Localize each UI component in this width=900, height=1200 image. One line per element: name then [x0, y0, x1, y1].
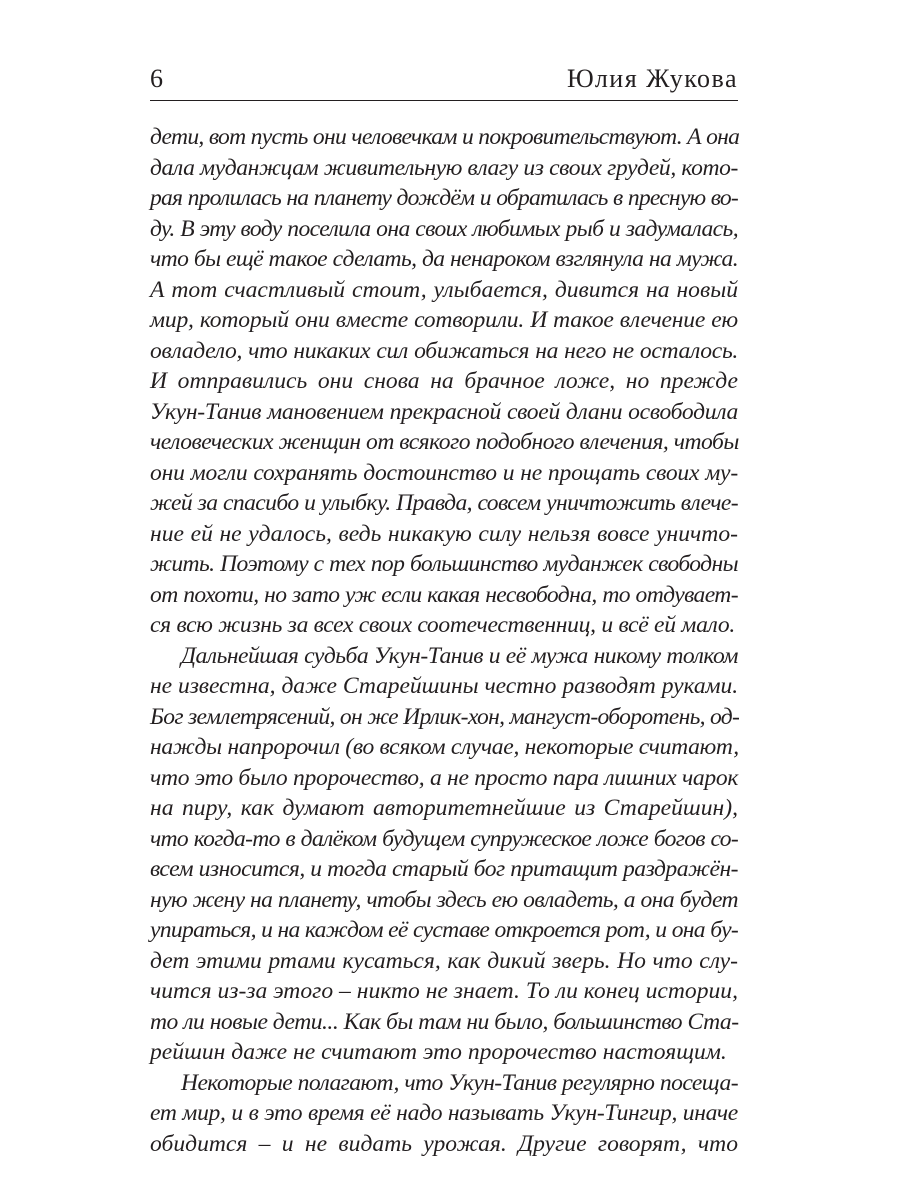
page-number: 6 — [150, 64, 163, 93]
text-line: дала муданжцам живительную влагу из своих грудей, кото- — [150, 154, 738, 181]
text-line: Некоторые полагают, что Укун-Танив регулярно посеща- — [181, 1069, 738, 1096]
text-line: упираться, и на каждом её суставе откроется рот, и она бу- — [150, 917, 738, 943]
text-line: рейшин даже не считают это пророчество настоящим. — [150, 1039, 727, 1065]
text-line: ся всю жизнь за всех своих соотечественниц, и всё ей мало. — [150, 612, 735, 638]
text-line: то ли новые дети... Как бы там ни было, большинство Ста- — [150, 1008, 739, 1035]
text-line: Бог землетрясений, он же Ирлик-хон, мангуст-оборотень, од- — [150, 703, 740, 730]
paragraph — [150, 1068, 738, 1160]
text-line: овладело, что никаких сил обижаться на него не осталось. — [150, 337, 738, 364]
text-line: что бы ещё такое сделать, да ненароком взглянула на мужа. — [150, 246, 738, 272]
text-line: ет мир, и в это время её надо называть Укун-Тингир, иначе — [150, 1100, 738, 1126]
paragraph — [150, 641, 738, 1068]
text-line: И отправились они снова на брачное ложе, но прежде — [150, 368, 738, 394]
text-line: дет этими ртами кусаться, как дикий зверь. Но что слу- — [150, 947, 738, 974]
header-rule — [150, 100, 738, 101]
text-line: ную жену на планету, чтобы здесь ею овладеть, а она будет — [150, 886, 738, 913]
text-line: мир, который они вместе сотворили. И такое влечение ею — [150, 307, 738, 333]
text-line: дети, вот пусть они человечкам и покровительствуют. А она — [150, 124, 740, 150]
body-text — [150, 122, 738, 1159]
text-line: нажды напророчил (во всяком случае, некоторые считают, — [150, 734, 739, 760]
paragraph — [150, 122, 738, 641]
text-line: всем износится, и тогда старый бог притащит раздражён- — [150, 856, 738, 882]
text-line: ду. В эту воду поселила она своих любимых рыб и задумалась, — [150, 215, 738, 242]
text-line: что это было пророчество, а не просто пара лишних чарок — [150, 764, 739, 791]
text-line: жить. Поэтому с тех пор большинство муданжек свободны — [150, 551, 738, 577]
running-head-author: Юлия Жукова — [566, 64, 738, 93]
text-line: на пиру, как думают авторитетнейшие из Старейшин), — [150, 795, 738, 821]
text-line: рая пролилась на планету дождём и обратилась в пресную во- — [150, 185, 738, 211]
text-line: жей за спасибо и улыбку. Правда, совсем уничтожить влече- — [150, 490, 738, 516]
text-line: чится из-за этого – никто не знает. То ли конец истории, — [150, 978, 738, 1004]
text-line: ние ей не удалось, ведь никакую силу нельзя вовсе уничто- — [150, 520, 738, 547]
text-line: обидится – и не видать урожая. Другие говорят, что — [150, 1130, 738, 1157]
text-line: они могли сохранять достоинство и не прощать своих му- — [150, 459, 738, 486]
text-line: Укун-Танив мановением прекрасной своей длани освободила — [150, 398, 738, 425]
text-line: человеческих женщин от всякого подобного влечения, чтобы — [150, 429, 739, 455]
text-line: А тот счастливый стоит, улыбается, дивится на новый — [150, 276, 738, 303]
text-line: не известна, даже Старейшины честно разводят руками. — [150, 673, 738, 699]
text-line: что когда-то в далёком будущем супружеское ложе богов со- — [150, 825, 738, 852]
running-head — [150, 62, 738, 102]
text-line: Дальнейшая судьба Укун-Танив и её мужа никому толком — [181, 642, 738, 669]
text-line: от похоти, но зато уж если какая несвободна, то отдувает- — [150, 581, 738, 608]
